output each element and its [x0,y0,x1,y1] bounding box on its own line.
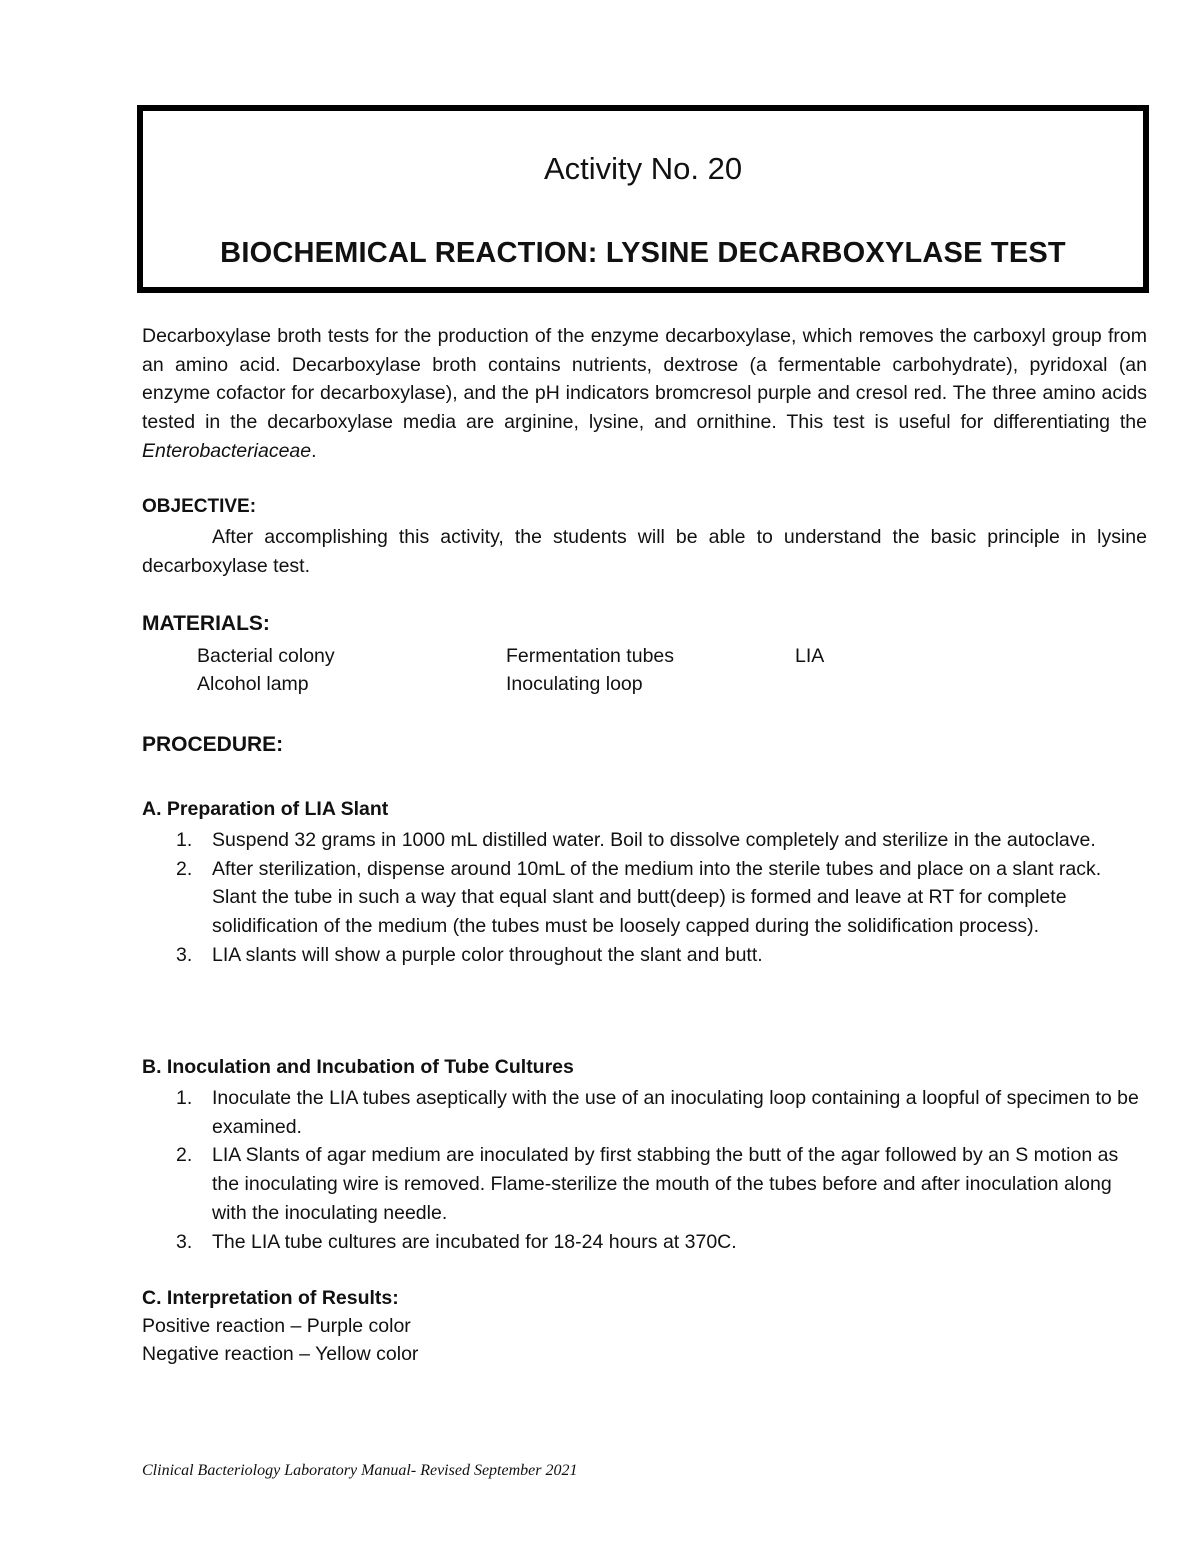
step-number: 2. [176,857,193,880]
step-number: 1. [176,1087,193,1109]
material-item: Bacterial colony [197,645,335,667]
list-item [142,1141,1147,1227]
activity-number: Activity No. 20 [543,151,743,186]
materials-label: MATERIALS: [142,612,270,635]
step-number: 2. [176,1144,193,1167]
list-item [142,1084,1147,1141]
title-box [137,105,1149,293]
step-text: After sterilization, dispense around 10mL of the medium into the sterile tubes and place on a slant rack. Slant the tube in such a way that equal slant and butt(deep) is formed and leave at RT for complete solidification of the medium (the tubes must be loosely capped during the solidification process). [212,857,1102,938]
intro-text: Decarboxylase broth tests for the production of the enzyme decarboxylase, which removes the carboxyl group from an amino acid. Decarboxylase broth contains nutrients, dextrose (a fermentable carbohydrate), pyridoxal (an enzyme cofactor for decarboxylase), and the pH indicators bromcresol purple and cresol red. The three amino acids tested in the decarboxylase media are arginine, lysine, and ornithine. This test is useful for differentiating the [142,325,1147,434]
positive-result: Positive reaction – Purple color [142,1315,411,1337]
material-item: Fermentation tubes [506,645,675,667]
step-number: 3. [176,943,193,966]
material-item: Alcohol lamp [197,673,309,695]
material-item: LIA [795,645,825,667]
section-b-steps [142,1084,1147,1256]
objective-label: OBJECTIVE: [142,496,257,517]
step-number: 1. [176,829,193,851]
step-text: LIA slants will show a purple color throughout the slant and butt. [212,943,763,966]
section-a-title: A. Preparation of LIA Slant [142,798,389,820]
step-text: LIA Slants of agar medium are inoculated by first stabbing the butt of the agar followed by an S motion as the inoculating wire is removed. Flame-sterilize the mouth of the tubes before and after inoculation along with the inoculating needle. [212,1144,1119,1224]
section-b-title: B. Inoculation and Incubation of Tube Cultures [142,1056,574,1078]
section-c-title: C. Interpretation of Results: [142,1287,399,1309]
step-text: The LIA tube cultures are incubated for 18-24 hours at 370C. [212,1230,737,1253]
page-footer: Clinical Bacteriology Laboratory Manual- Revised September 2021 [142,1462,578,1479]
negative-result: Negative reaction – Yellow color [142,1343,419,1365]
section-a-steps [142,826,1147,970]
step-text: Inoculate the LIA tubes aseptically with the use of an inoculating loop containing a loopful of specimen to be examined. [212,1087,1139,1138]
activity-heading: BIOCHEMICAL REACTION: LYSINE DECARBOXYLASE TEST [220,237,1066,269]
procedure-label: PROCEDURE: [142,733,284,756]
step-text: Suspend 32 grams in 1000 mL distilled water. Boil to dissolve completely and sterilize in the autoclave. [212,829,1096,851]
list-item [142,1228,1147,1257]
objective-text: After accomplishing this activity, the students will be able to understand the basic principle in lysine decarboxylase test. [142,526,1147,577]
list-item [142,855,1147,941]
intro-paragraph [142,322,1147,466]
intro-italic-term: Enterobacteriaceae [142,439,312,462]
list-item [142,826,1147,855]
list-item [142,941,1147,970]
intro-end: . [311,439,317,462]
material-item: Inoculating loop [506,673,643,695]
step-number: 3. [176,1230,193,1253]
